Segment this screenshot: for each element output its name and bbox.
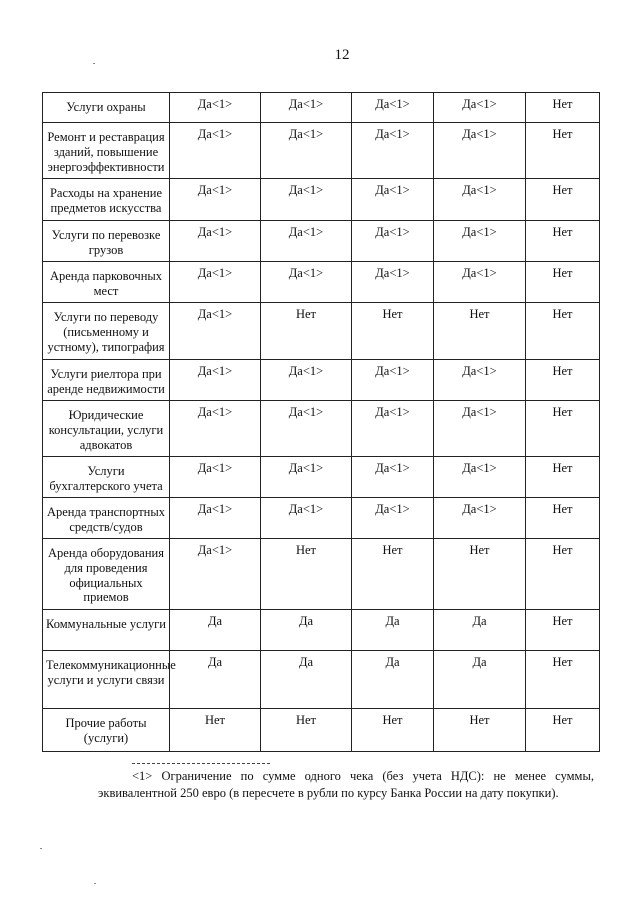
value-cell: Да bbox=[261, 651, 352, 709]
value-cell: Да<1> bbox=[352, 221, 434, 262]
value-cell: Да<1> bbox=[434, 93, 526, 123]
value-cell: Да<1> bbox=[261, 93, 352, 123]
table-row bbox=[43, 610, 600, 651]
service-name-cell: Услуги бухгалтерского учета bbox=[43, 457, 170, 498]
value-cell: Да<1> bbox=[352, 123, 434, 179]
table-row bbox=[43, 93, 600, 123]
table-row bbox=[43, 709, 600, 752]
value-cell: Да<1> bbox=[170, 539, 261, 610]
service-name-cell: Аренда парковочных мест bbox=[43, 262, 170, 303]
service-name-cell: Услуги риелтора при аренде недвижимости bbox=[43, 360, 170, 401]
table-row bbox=[43, 303, 600, 360]
scan-speck bbox=[94, 883, 96, 884]
value-cell: Нет bbox=[352, 539, 434, 610]
value-cell: Да<1> bbox=[170, 498, 261, 539]
value-cell: Да bbox=[170, 610, 261, 651]
value-cell: Да<1> bbox=[261, 498, 352, 539]
service-name-cell: Аренда оборудования для проведения официальных приемов bbox=[43, 539, 170, 610]
value-cell: Да<1> bbox=[261, 401, 352, 457]
value-cell: Да<1> bbox=[434, 221, 526, 262]
table-row bbox=[43, 221, 600, 262]
value-cell: Да<1> bbox=[352, 360, 434, 401]
value-cell: Да bbox=[352, 610, 434, 651]
page-number: 12 bbox=[334, 47, 350, 63]
value-cell: Да bbox=[434, 651, 526, 709]
value-cell: Да<1> bbox=[352, 93, 434, 123]
value-cell: Да<1> bbox=[261, 262, 352, 303]
value-cell: Нет bbox=[526, 498, 600, 539]
footnote-text: <1> Ограничение по сумме одного чека (без учета НДС): не менее суммы, эквивалентной 250 евро (в пересчете в рубли по курсу Банка России на дату покупки). bbox=[98, 769, 594, 800]
value-cell: Да<1> bbox=[434, 401, 526, 457]
service-name-cell: Коммунальные услуги bbox=[43, 610, 170, 651]
service-name-cell: Юридические консультации, услуги адвокатов bbox=[43, 401, 170, 457]
value-cell: Да<1> bbox=[261, 360, 352, 401]
value-cell: Нет bbox=[526, 179, 600, 221]
service-name-cell: Расходы на хранение предметов искусства bbox=[43, 179, 170, 221]
value-cell: Да<1> bbox=[434, 360, 526, 401]
value-cell: Да<1> bbox=[434, 179, 526, 221]
table-row bbox=[43, 651, 600, 709]
value-cell: Да<1> bbox=[170, 303, 261, 360]
footnote-separator bbox=[132, 763, 270, 764]
service-name-cell: Услуги по перевозке грузов bbox=[43, 221, 170, 262]
value-cell: Да<1> bbox=[352, 179, 434, 221]
value-cell: Нет bbox=[526, 262, 600, 303]
value-cell: Нет bbox=[526, 221, 600, 262]
value-cell: Да<1> bbox=[434, 498, 526, 539]
value-cell: Да<1> bbox=[261, 221, 352, 262]
value-cell: Да<1> bbox=[434, 457, 526, 498]
table-row bbox=[43, 123, 600, 179]
value-cell: Да<1> bbox=[170, 360, 261, 401]
value-cell: Да<1> bbox=[261, 457, 352, 498]
value-cell: Нет bbox=[261, 709, 352, 752]
value-cell: Нет bbox=[526, 651, 600, 709]
table-row bbox=[43, 498, 600, 539]
value-cell: Да<1> bbox=[352, 498, 434, 539]
value-cell: Нет bbox=[352, 709, 434, 752]
value-cell: Да<1> bbox=[434, 123, 526, 179]
value-cell: Да<1> bbox=[261, 123, 352, 179]
scan-speck bbox=[93, 63, 95, 64]
value-cell: Да<1> bbox=[352, 401, 434, 457]
value-cell: Да<1> bbox=[170, 401, 261, 457]
value-cell: Нет bbox=[434, 539, 526, 610]
value-cell: Нет bbox=[170, 709, 261, 752]
value-cell: Да<1> bbox=[434, 262, 526, 303]
service-name-cell: Ремонт и реставрация зданий, повышение энергоэффективности bbox=[43, 123, 170, 179]
value-cell: Да<1> bbox=[170, 93, 261, 123]
value-cell: Нет bbox=[434, 709, 526, 752]
value-cell: Нет bbox=[526, 457, 600, 498]
value-cell: Нет bbox=[526, 93, 600, 123]
value-cell: Да<1> bbox=[170, 457, 261, 498]
value-cell: Да bbox=[170, 651, 261, 709]
value-cell: Да<1> bbox=[261, 179, 352, 221]
value-cell: Да<1> bbox=[170, 179, 261, 221]
value-cell: Нет bbox=[434, 303, 526, 360]
value-cell: Да<1> bbox=[352, 457, 434, 498]
value-cell: Нет bbox=[526, 401, 600, 457]
value-cell: Да bbox=[352, 651, 434, 709]
value-cell: Нет bbox=[526, 303, 600, 360]
value-cell: Да<1> bbox=[170, 221, 261, 262]
scan-speck bbox=[40, 848, 42, 849]
service-name-cell: Прочие работы (услуги) bbox=[43, 709, 170, 752]
value-cell: Нет bbox=[526, 709, 600, 752]
value-cell: Нет bbox=[526, 539, 600, 610]
service-name-cell: Аренда транспортных средств/судов bbox=[43, 498, 170, 539]
table-row bbox=[43, 457, 600, 498]
value-cell: Нет bbox=[526, 360, 600, 401]
table-row bbox=[43, 539, 600, 610]
service-name-cell: Телекоммуникационные услуги и услуги связи bbox=[43, 651, 170, 709]
value-cell: Нет bbox=[526, 123, 600, 179]
value-cell: Да<1> bbox=[170, 123, 261, 179]
table-row bbox=[43, 401, 600, 457]
value-cell: Да bbox=[261, 610, 352, 651]
value-cell: Да bbox=[434, 610, 526, 651]
service-name-cell: Услуги охраны bbox=[43, 93, 170, 123]
value-cell: Нет bbox=[261, 539, 352, 610]
vat-services-table bbox=[42, 92, 600, 752]
table-row bbox=[43, 262, 600, 303]
value-cell: Да<1> bbox=[170, 262, 261, 303]
value-cell: Да<1> bbox=[352, 262, 434, 303]
value-cell: Нет bbox=[526, 610, 600, 651]
service-name-cell: Услуги по переводу (письменному и устному), типография bbox=[43, 303, 170, 360]
table-row bbox=[43, 360, 600, 401]
value-cell: Нет bbox=[352, 303, 434, 360]
table-row bbox=[43, 179, 600, 221]
value-cell: Нет bbox=[261, 303, 352, 360]
